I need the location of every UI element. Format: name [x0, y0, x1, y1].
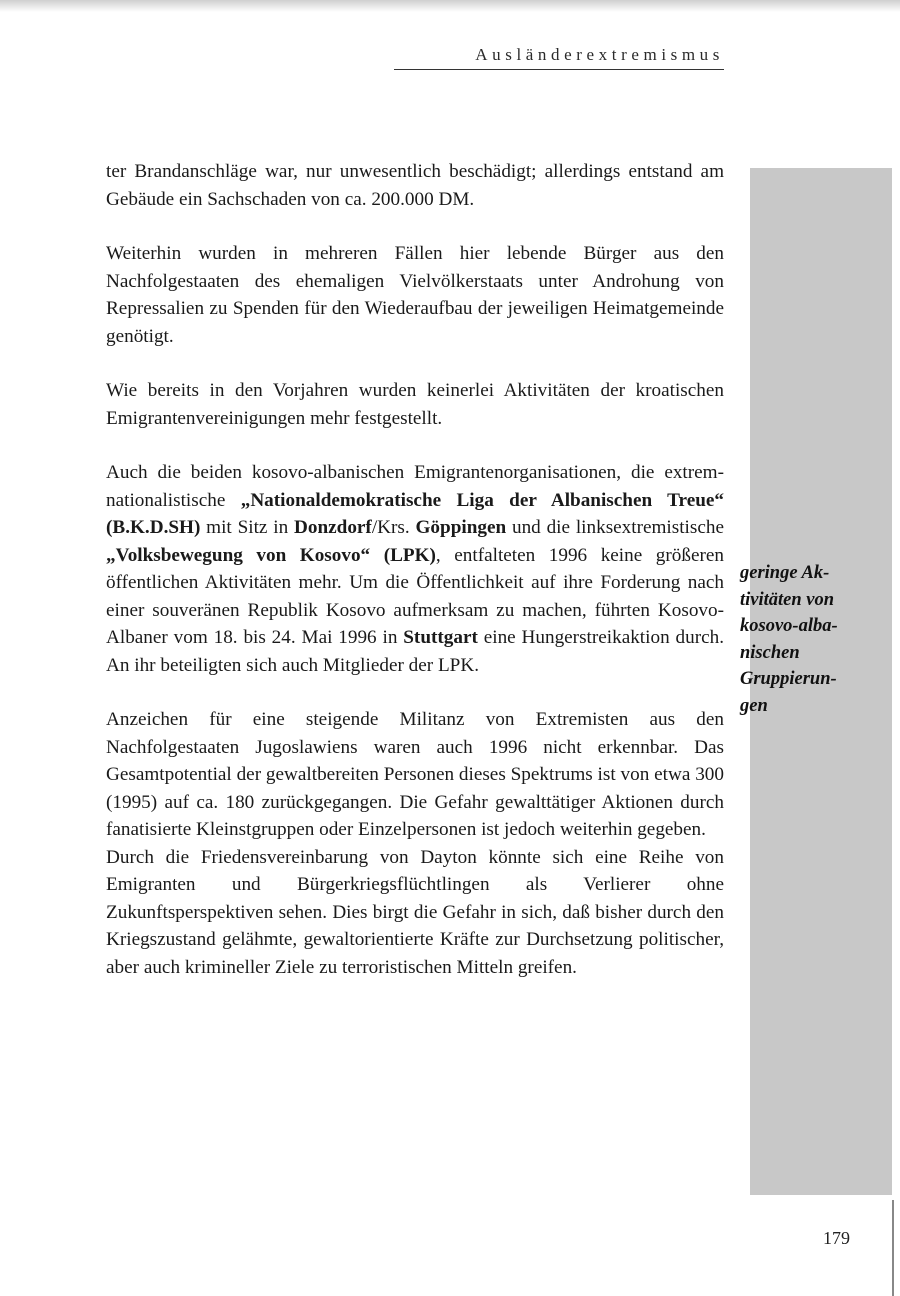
- paragraph-4: [106, 459, 724, 679]
- paragraph-3: Wie bereits in den Vorjahren wurden keinerlei Aktivitäten der kroatischen Emigrantenvereinigungen mehr festgestellt.: [106, 380, 724, 429]
- running-header: Ausländerextremismus: [394, 45, 724, 70]
- p4-text-2: mit Sitz in: [200, 517, 295, 538]
- page-number: 179: [823, 1228, 850, 1248]
- margin-note-line: nischen: [740, 642, 800, 663]
- p4-text-3: /Krs.: [371, 517, 416, 538]
- p4-text-6: eine Hungerstreikaktion durch. An ihr beteiligten sich auch Mitglieder der LPK.: [106, 627, 724, 676]
- margin-note-line: kosovo-alba-: [740, 616, 838, 636]
- paragraph-6: Durch die Friedensvereinbarung von Dayton könnte sich eine Reihe von Emigranten und Bürgerkriegsflüchtlingen als Verlierer ohne Zukunftsperspektiven sehen. Dies birgt die Gefahr in sich, daß bisher durch den Kriegszustand gelähmte, gewaltorientierte Kräfte zur Durchsetzung politischer, aber auch krimineller Ziele zu terroristischen Mitteln greifen.: [106, 846, 724, 978]
- paragraph-1: ter Brandanschläge war, nur unwesentlich beschädigt; allerdings entstand am Gebäude ein Sachschaden von ca. 200.000 DM.: [106, 161, 724, 210]
- scan-top-shadow: [0, 0, 900, 12]
- margin-note-line: gen: [740, 695, 768, 716]
- margin-note: [740, 560, 880, 719]
- margin-note-line: geringe Ak-: [740, 563, 830, 583]
- place-goeppingen: Göppingen: [415, 517, 507, 538]
- p4-text-4: und die linksextremistische: [506, 517, 724, 538]
- margin-note-line: Gruppierun-: [740, 669, 837, 689]
- org-name-bkdsh: „Nationaldemokratische Liga der Albanischen Treue“ (B.K.D.SH): [106, 489, 724, 538]
- margin-note-line: tivitäten von: [740, 589, 835, 610]
- paragraph-2: Weiterhin wurden in mehreren Fällen hier lebende Bürger aus den Nachfolgestaaten des ehemaligen Vielvölkerstaats unter Androhung von Repressalien zu Spenden für den Wiederaufbau der jeweiligen Heimatgemeinde genötigt.: [106, 243, 724, 347]
- place-donzdorf: Donzdorf: [294, 517, 372, 538]
- right-edge-rule: [892, 1200, 894, 1296]
- body-text: [106, 158, 724, 1008]
- margin-sidebar: [750, 168, 892, 1296]
- place-stuttgart: Stuttgart: [403, 627, 478, 648]
- paragraph-5: Anzeichen für eine steigende Militanz von Extremisten aus den Nachfolgestaaten Jugoslawiens waren auch 1996 nicht erkennbar. Das Gesamtpotential der gewaltbereiten Personen dieses Spektrums ist von etwa 300 (1995) auf ca. 180 zurückgegangen. Die Gefahr gewalttätiger Aktionen durch fanatisierte Kleinstgruppen oder Einzelpersonen ist jedoch weiterhin gegeben.: [106, 709, 724, 840]
- p4-text-1: Auch die beiden kosovo-albanischen Emigrantenorganisationen, die extrem-nationalistische: [106, 462, 724, 511]
- org-name-lpk: „Volksbewegung von Kosovo“ (LPK): [106, 544, 436, 566]
- p4-text-5: , entfalteten 1996 keine größeren öffentlichen Aktivitäten mehr. Um die Öffentlichkeit auf ihre Forderung nach einer souveränen Republik Kosovo aufmerksam zu machen, führten Kosovo-Albaner vom 18. bis 24. Mai 1996 in: [106, 544, 724, 648]
